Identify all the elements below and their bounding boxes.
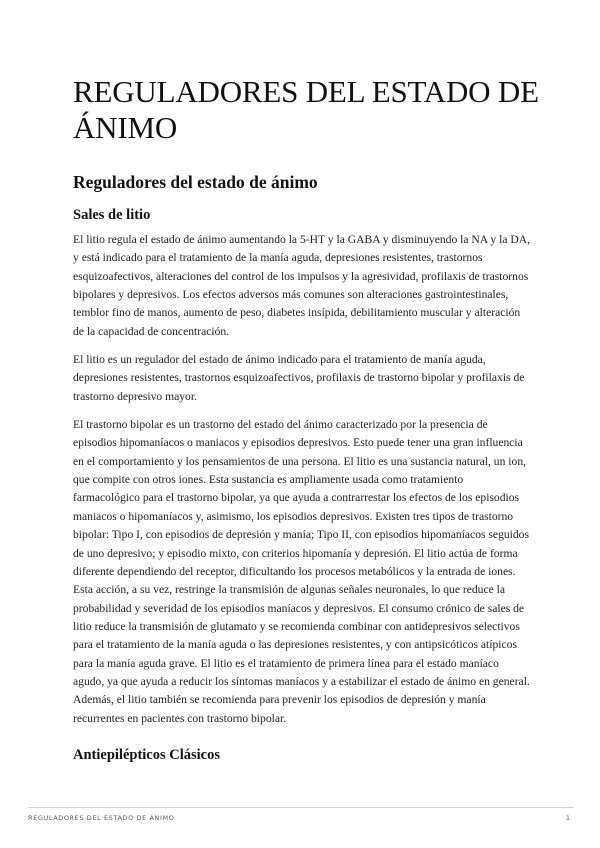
footer-running-title: REGULADORES DEL ESTADO DE ÁNIMO [28,814,175,822]
paragraph: El litio es un regulador del estado de ánimo indicado para el tratamiento de manía aguda, depresiones resistentes, trastornos esquizoafectivos, profilaxis de trastorno bipolar y profilaxis de trastorno depresivo mayor. [73,353,525,403]
subsection-heading-lithium: Sales de litio [73,207,151,223]
page-footer [28,807,574,826]
page-number: 1 [565,814,570,822]
body-text [73,231,531,738]
section-heading: Reguladores del estado de ánimo [73,172,318,192]
paragraph: El trastorno bipolar es un trastorno del estado del ánimo caracterizado por la presencia de episodios hipomaníacos o maniacos y episodios depresivos. Esto puede tener una gran influencia en el comportamiento y los pensamientos de una persona. El litio es una sustancia natural, un ion, que compite con otros iones. Esta sustancia es ampliamente usada como tratamiento farmacológico para el trastorno bipolar, ya que ayuda a contrarrestar los efectos de los episodios maniacos o hipomaníacos y, asimismo, los episodios depresivos. Existen tres tipos de trastorno bipolar: Tipo I, con episodios de depresión y manía; Tipo II, con episodios hipomaníacos seguidos de uno depresivo; y episodio mixto, con criterios hipomanía y depresión. El litio actúa de forma diferente dependiendo del receptor, dificultando los procesos metabólicos y la entrada de iones. Esta acción, a su vez, restringe la transmisión de algunas señales neuronales, lo que reduce la probabilidad y severidad de los episodios maníacos y depresivos. El consumo crónico de sales de litio reduce la transmisión de glutamato y se recomienda combinar con antidepresivos selectivos para el tratamiento de la manía aguda o las depresiones resistentes, y con antipsicóticos atípicos para la manía aguda grave. El litio es el tratamiento de primera línea para el estado maníaco agudo, ya que ayuda a reducir los síntomas maníacos y a estabilizar el estado de ánimo en general. Además, el litio también se recomienda para prevenir los episodios de depresión y manía recurrentes en pacientes con trastorno bipolar. [73,418,530,725]
document-title: REGULADORES DEL ESTADO DE ÁNIMO [73,74,539,145]
subsection-heading-antiepileptics: Antiepilépticos Clásicos [73,747,221,763]
paragraph: El litio regula el estado de ánimo aumentando la 5-HT y la GABA y disminuyendo la NA y la DA, y está indicado para el tratamiento de la manía aguda, depresiones resistentes, trastornos esquizoafectivos, alteraciones del control de los impulsos y la agresividad, profilaxis de trastornos bipolares y depresivos. Los efectos adversos más comunes son alteraciones gastrointestinales, temblor fino de manos, aumento de peso, diabetes insípida, debilitamiento muscular y alteración de la capacidad de concentración. [73,233,531,338]
